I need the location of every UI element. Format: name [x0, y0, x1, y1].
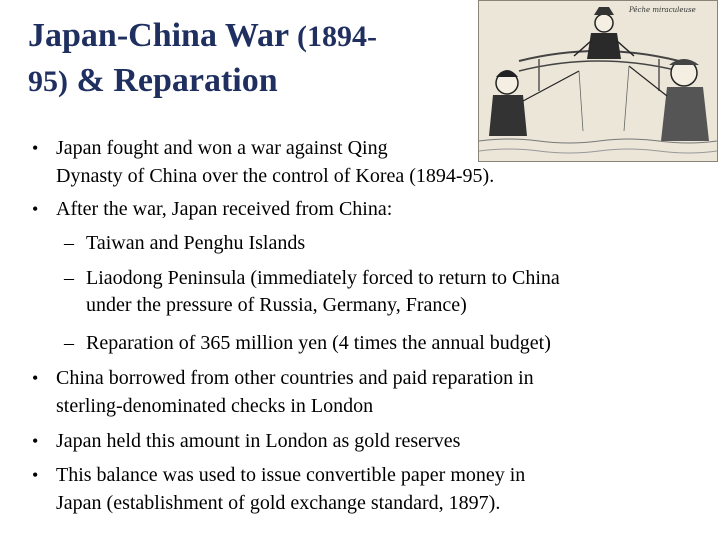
bullet-marker: •	[32, 431, 39, 451]
title-year-1: (1894-	[296, 20, 377, 53]
bullet-5-line-2: Japan (establishment of gold exchange standard, 1897).	[56, 492, 501, 514]
bullet-marker: •	[32, 368, 39, 388]
bullet-marker: •	[32, 199, 39, 219]
sub-bullet-marker: –	[64, 232, 74, 254]
sub-bullet-marker: –	[64, 267, 74, 289]
bullet-5-line-1: This balance was used to issue convertible paper money in	[56, 464, 526, 486]
bullet-3-line-2: sterling-denominated checks in London	[56, 395, 374, 417]
sub-bullet-3-line-1: Reparation of 365 million yen (4 times the annual budget)	[86, 332, 551, 354]
bullet-marker: •	[32, 465, 39, 485]
title-year-2: 95)	[28, 65, 68, 98]
bullet-4-line-1: Japan held this amount in London as gold reserves	[56, 430, 461, 452]
bullet-1-line-1: Japan fought and won a war against Qing	[56, 137, 388, 159]
bullet-2-line-1: After the war, Japan received from China:	[56, 198, 393, 220]
sub-bullet-marker: –	[64, 332, 74, 354]
bullet-3-line-1: China borrowed from other countries and paid reparation in	[56, 367, 534, 389]
cartoon-caption: Pêche miraculeuse	[629, 6, 696, 14]
sub-bullet-2-line-2: under the pressure of Russia, Germany, France)	[86, 294, 467, 316]
bullet-marker: •	[32, 138, 39, 158]
title-main-1: Japan-China War	[28, 17, 297, 54]
sub-bullet-1-line-1: Taiwan and Penghu Islands	[86, 232, 306, 254]
sub-bullet-2-line-1: Liaodong Peninsula (immediately forced to return to China	[86, 267, 560, 289]
title-main-2: & Reparation	[68, 62, 278, 99]
bullet-1-line-2: Dynasty of China over the control of Korea (1894-95).	[56, 165, 495, 187]
